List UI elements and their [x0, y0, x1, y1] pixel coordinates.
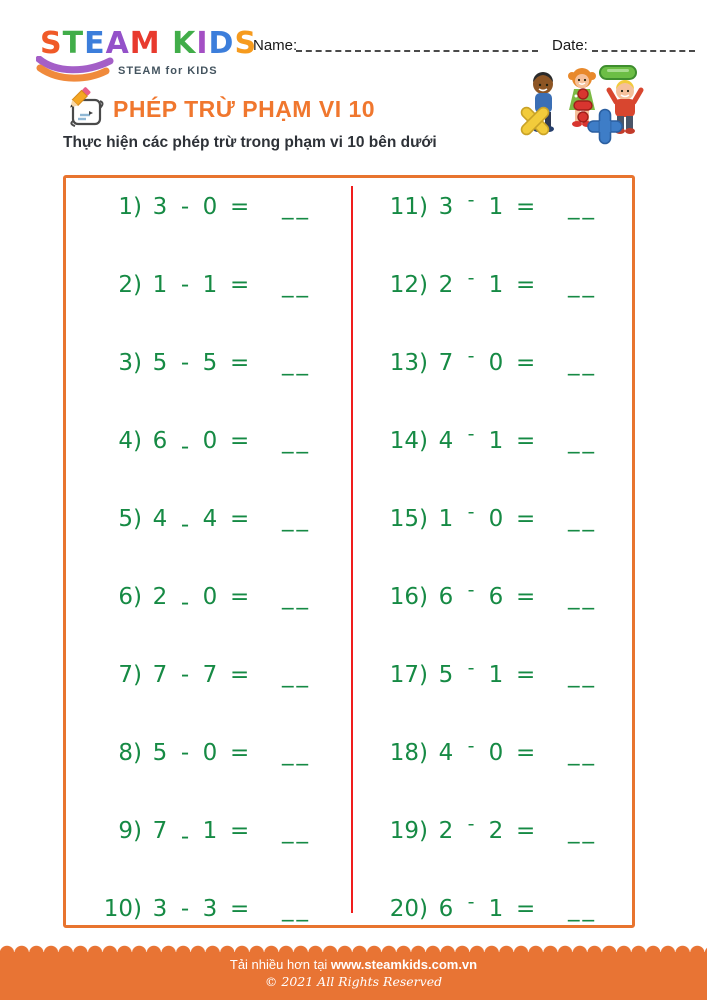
minus-sign: -: [180, 740, 190, 766]
problem-row: [380, 423, 635, 456]
equals-sign: =: [230, 194, 250, 220]
problem-number: 4): [118, 428, 142, 454]
answer-blank: __: [568, 584, 597, 610]
answer-blank: __: [282, 896, 311, 922]
logo-swoosh-icon: [36, 56, 116, 84]
subtrahend: 6: [488, 584, 504, 610]
problem-number: 15): [389, 506, 428, 532]
subtrahend: 0: [202, 194, 218, 220]
equals-sign: =: [516, 272, 536, 298]
subtrahend: 7: [202, 662, 218, 688]
subtrahend: 0: [202, 740, 218, 766]
minus-sign: -: [467, 189, 475, 211]
subtrahend: 0: [202, 428, 218, 454]
minus-sign: -: [467, 657, 475, 679]
name-label: Name:: [253, 37, 298, 54]
problem-number: 2): [118, 272, 142, 298]
problem-number: 12): [389, 272, 428, 298]
problem-number: 10): [103, 896, 142, 922]
answer-blank: __: [282, 818, 311, 844]
minuend: 6: [438, 896, 454, 922]
minuend: 7: [152, 662, 168, 688]
problem-row: [380, 891, 635, 924]
minus-sign: -: [180, 824, 190, 850]
minuend: 2: [438, 818, 454, 844]
footer-url: www.steamkids.com.vn: [330, 957, 478, 972]
minus-sign: -: [180, 512, 190, 538]
name-line: [296, 38, 538, 52]
problem-row: [380, 735, 635, 768]
problem-row: [380, 189, 635, 222]
instructions-text: Thực hiện các phép trừ trong phạm vi 10 bên dưới: [63, 134, 437, 151]
equals-sign: =: [230, 896, 250, 922]
problems-right: [380, 189, 635, 924]
minus-sign: -: [467, 813, 475, 835]
answer-blank: __: [282, 194, 311, 220]
equals-sign: =: [230, 428, 250, 454]
minus-sign: -: [467, 267, 475, 289]
equals-sign: =: [516, 662, 536, 688]
answer-blank: __: [568, 428, 597, 454]
problem-row: [90, 348, 340, 378]
subtrahend: 2: [488, 818, 504, 844]
problem-row: [90, 270, 340, 300]
date-line: [592, 38, 695, 52]
answer-blank: __: [568, 506, 597, 532]
problems-left: [90, 192, 340, 924]
subtrahend: 1: [488, 662, 504, 688]
problem-number: 13): [389, 350, 428, 376]
subtrahend: 4: [202, 506, 218, 532]
subtrahend: 0: [488, 740, 504, 766]
minus-sign: -: [467, 735, 475, 757]
problem-row: [90, 660, 340, 690]
answer-blank: __: [568, 896, 597, 922]
answer-blank: __: [568, 818, 597, 844]
problem-number: 17): [389, 662, 428, 688]
minuend: 7: [438, 350, 454, 376]
subtrahend: 1: [488, 272, 504, 298]
subtrahend: 1: [488, 194, 504, 220]
equals-sign: =: [516, 194, 536, 220]
footer-copyright: © 2021 All Rights Reserved: [264, 974, 443, 989]
subtrahend: 0: [488, 350, 504, 376]
subtrahend: 1: [488, 428, 504, 454]
equals-sign: =: [516, 584, 536, 610]
minuend: 5: [152, 740, 168, 766]
minus-sign: -: [180, 590, 190, 616]
problem-number: 16): [389, 584, 428, 610]
problem-row: [380, 501, 635, 534]
minus-sign: -: [180, 194, 190, 220]
problem-row: [90, 192, 340, 222]
answer-blank: __: [568, 272, 597, 298]
problem-row: [90, 426, 340, 460]
footer-text-prefix: Tải nhiều hơn tại: [229, 957, 331, 972]
subtrahend: 0: [202, 584, 218, 610]
minuend: 5: [438, 662, 454, 688]
equals-sign: =: [230, 506, 250, 532]
answer-blank: __: [282, 740, 311, 766]
answer-blank: __: [568, 194, 597, 220]
minuend: 7: [152, 818, 168, 844]
minuend: 1: [438, 506, 454, 532]
equals-sign: =: [230, 584, 250, 610]
answer-blank: __: [282, 272, 311, 298]
date-label: Date:: [552, 37, 588, 54]
answer-blank: __: [282, 662, 311, 688]
problem-number: 14): [389, 428, 428, 454]
equals-sign: =: [516, 506, 536, 532]
subtrahend: 5: [202, 350, 218, 376]
equals-sign: =: [516, 896, 536, 922]
steam-kids-logo: STEAM KIDS: [40, 26, 258, 61]
subtrahend: 3: [202, 896, 218, 922]
problem-number: 11): [389, 194, 428, 220]
equals-sign: =: [230, 272, 250, 298]
problem-row: [380, 657, 635, 690]
problem-row: [90, 738, 340, 768]
problem-row: [90, 582, 340, 616]
problem-row: [380, 267, 635, 300]
equals-sign: =: [516, 740, 536, 766]
problem-row: [380, 345, 635, 378]
problem-number: 3): [118, 350, 142, 376]
answer-blank: __: [282, 350, 311, 376]
equals-sign: =: [230, 350, 250, 376]
minus-sign: -: [467, 579, 475, 601]
minus-sign: -: [180, 896, 190, 922]
answer-blank: __: [282, 584, 311, 610]
minuend: 3: [152, 194, 168, 220]
minus-sign: -: [467, 891, 475, 913]
problem-row: [90, 894, 340, 924]
equals-sign: =: [516, 428, 536, 454]
problem-number: 20): [389, 896, 428, 922]
minuend: 2: [152, 584, 168, 610]
subtrahend: 1: [202, 818, 218, 844]
minuend: 3: [438, 194, 454, 220]
equals-sign: =: [230, 740, 250, 766]
problem-number: 9): [118, 818, 142, 844]
minuend: 6: [152, 428, 168, 454]
page-title: PHÉP TRỪ PHẠM VI 10: [113, 96, 376, 122]
minuend: 4: [438, 428, 454, 454]
answer-blank: __: [282, 428, 311, 454]
problem-row: [380, 813, 635, 846]
minuend: 3: [152, 896, 168, 922]
equals-sign: =: [230, 818, 250, 844]
answer-blank: __: [568, 740, 597, 766]
problem-number: 5): [118, 506, 142, 532]
answer-blank: __: [568, 662, 597, 688]
minuend: 4: [438, 740, 454, 766]
subtrahend: 0: [488, 506, 504, 532]
answer-blank: __: [568, 350, 597, 376]
answer-blank: __: [282, 506, 311, 532]
subtrahend: 1: [202, 272, 218, 298]
problem-number: 6): [118, 584, 142, 610]
problem-number: 8): [118, 740, 142, 766]
minuend: 1: [152, 272, 168, 298]
equals-sign: =: [516, 350, 536, 376]
column-divider: [351, 186, 353, 913]
pencil-scroll-icon: [63, 86, 109, 132]
equals-sign: =: [230, 662, 250, 688]
minus-sign: -: [467, 423, 475, 445]
problem-number: 19): [389, 818, 428, 844]
minuend: 4: [152, 506, 168, 532]
minus-sign: -: [180, 434, 190, 460]
problem-number: 7): [118, 662, 142, 688]
minus-sign: -: [180, 272, 190, 298]
problem-number: 1): [118, 194, 142, 220]
minus-sign: -: [467, 501, 475, 523]
minuend: 5: [152, 350, 168, 376]
problem-number: 18): [389, 740, 428, 766]
minuend: 2: [438, 272, 454, 298]
problem-row: [380, 579, 635, 612]
kids-math-clipart: [512, 64, 654, 166]
logo-tagline: STEAM for KIDS: [118, 65, 218, 77]
equals-sign: =: [516, 818, 536, 844]
minus-sign: -: [467, 345, 475, 367]
minus-sign: -: [180, 662, 190, 688]
subtrahend: 1: [488, 896, 504, 922]
problem-row: [90, 504, 340, 538]
footer: [0, 952, 707, 1000]
problem-row: [90, 816, 340, 850]
footer-download-text: [0, 957, 707, 972]
minus-sign: -: [180, 350, 190, 376]
minuend: 6: [438, 584, 454, 610]
